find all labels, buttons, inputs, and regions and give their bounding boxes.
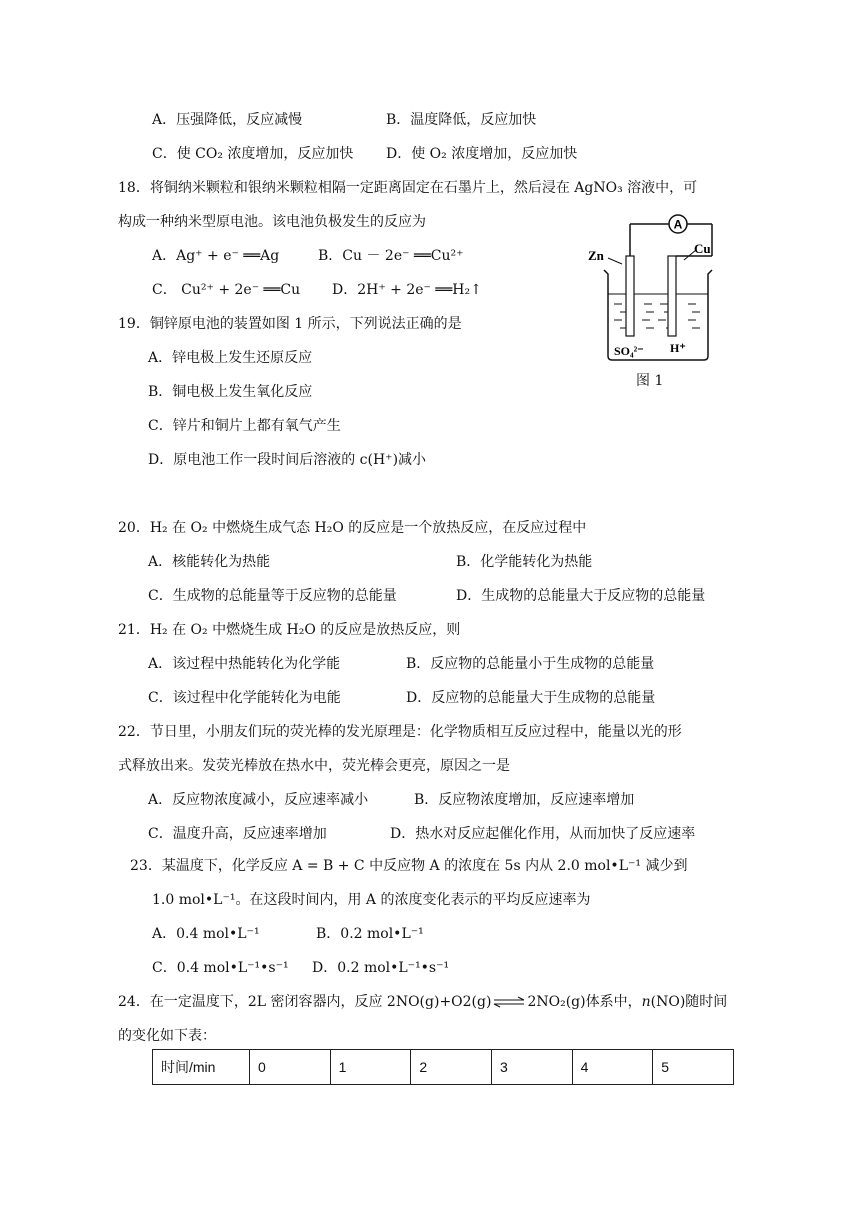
q23-stem-line1: 23．某温度下，化学反应 A = B + C 中反应物 A 的浓度在 5s 内从 2.0 mol•L⁻¹ 减少到 bbox=[130, 858, 688, 874]
q21-option-b: B．反应物的总能量小于生成物的总能量 bbox=[406, 656, 655, 672]
q22-stem-line2: 式释放出来。发荧光棒放在热水中，荧光棒会更亮，原因之一是 bbox=[118, 758, 510, 774]
q22-stem-line1: 22．节日里，小朋友们玩的荧光棒的发光原理是：化学物质相互反应过程中，能量以光的形 bbox=[118, 724, 682, 740]
q24-stem-n: n bbox=[641, 994, 651, 1010]
q20-option-d: D．生成物的总能量大于反应物的总能量 bbox=[456, 588, 706, 604]
q21-option-a: A．该过程中热能转化为化学能 bbox=[148, 656, 341, 672]
q23-option-a: A．0.4 mol•L⁻¹ bbox=[152, 926, 260, 942]
q18-stem-line1: 18．将铜纳米颗粒和银纳米颗粒相隔一定距离固定在石墨片上，然后浸在 AgNO₃ 溶液中，可 bbox=[118, 180, 698, 196]
q22-option-a: A．反应物浓度减小，反应速率减小 bbox=[148, 792, 369, 808]
q21-option-c: C．该过程中化学能转化为电能 bbox=[148, 690, 341, 706]
ammeter-label: A bbox=[673, 217, 683, 232]
sulfate-ion-label: SO₄²⁻ bbox=[614, 344, 644, 358]
table-cell: 1 bbox=[330, 1050, 411, 1085]
table-cell: 2 bbox=[411, 1050, 492, 1085]
q24-stem-line1 bbox=[118, 992, 727, 1012]
copper-electrode bbox=[668, 256, 676, 336]
q24-stem-part1: 24．在一定温度下，2L 密闭容器内，反应 2NO(g)+O2(g) bbox=[118, 994, 492, 1010]
q18-stem-line2: 构成一种纳米型原电池。该电池负极发生的反应为 bbox=[118, 214, 426, 230]
no-time-table bbox=[152, 1049, 734, 1085]
q19-stem: 19．铜锌原电池的装置如图 1 所示，下列说法正确的是 bbox=[118, 316, 462, 332]
table-header-cell: 时间/min bbox=[153, 1050, 250, 1085]
q23-option-d: D．0.2 mol•L⁻¹•s⁻¹ bbox=[312, 960, 450, 976]
table-cell: 0 bbox=[250, 1050, 331, 1085]
hydrogen-ion-label: H⁺ bbox=[670, 341, 686, 355]
table-cell: 5 bbox=[653, 1050, 734, 1085]
q18-option-d: D．2H⁺ + 2e⁻ ══H₂↑ bbox=[332, 282, 482, 298]
q22-option-c: C．温度升高，反应速率增加 bbox=[148, 826, 327, 842]
q19-option-a: A．锌电极上发生还原反应 bbox=[148, 350, 313, 366]
q20-option-b: B．化学能转化为热能 bbox=[456, 554, 593, 570]
galvanic-cell-diagram bbox=[584, 208, 724, 368]
q18-option-b: B．Cu － 2e⁻ ══Cu²⁺ bbox=[318, 248, 464, 264]
q23-option-c: C．0.4 mol•L⁻¹•s⁻¹ bbox=[152, 960, 289, 976]
q24-stem-part2: 2NO₂(g)体系中， bbox=[527, 994, 642, 1010]
table-cell: 3 bbox=[491, 1050, 572, 1085]
q24-stem-line2: 的变化如下表： bbox=[118, 1028, 216, 1044]
table-cell: 4 bbox=[572, 1050, 653, 1085]
q22-option-d: D．热水对反应起催化作用，从而加快了反应速率 bbox=[390, 826, 696, 842]
q19-option-c: C．锌片和铜片上都有氧气产生 bbox=[148, 418, 341, 434]
q17-option-c: C．使 CO₂ 浓度增加，反应加快 bbox=[152, 146, 354, 162]
q18-option-c: C． Cu²⁺ + 2e⁻ ══Cu bbox=[152, 282, 301, 298]
copper-label: Cu bbox=[694, 241, 711, 256]
q17-option-b: B．温度降低，反应加快 bbox=[386, 112, 537, 128]
q18-option-a: A．Ag⁺ + e⁻ ══Ag bbox=[152, 248, 280, 264]
q20-stem: 20．H₂ 在 O₂ 中燃烧生成气态 H₂O 的反应是一个放热反应，在反应过程中 bbox=[118, 520, 587, 536]
q22-option-b: B．反应物浓度增加，反应速率增加 bbox=[414, 792, 635, 808]
reversible-arrow-icon bbox=[493, 996, 525, 1008]
q20-option-a: A．核能转化为热能 bbox=[148, 554, 271, 570]
zinc-electrode bbox=[626, 256, 634, 336]
zinc-label: Zn bbox=[588, 248, 604, 263]
q21-option-d: D．反应物的总能量大于生成物的总能量 bbox=[406, 690, 656, 706]
q20-option-c: C．生成物的总能量等于反应物的总能量 bbox=[148, 588, 397, 604]
q24-stem-part3: (NO)随时间 bbox=[650, 994, 728, 1010]
q17-option-d: D．使 O₂ 浓度增加，反应加快 bbox=[386, 146, 578, 162]
table-row bbox=[153, 1050, 734, 1085]
q17-option-a: A．压强降低，反应减慢 bbox=[152, 112, 303, 128]
q23-option-b: B．0.2 mol•L⁻¹ bbox=[316, 926, 424, 942]
q19-option-d: D．原电池工作一段时间后溶液的 c(H⁺)减小 bbox=[148, 452, 427, 468]
figure-caption: 图 1 bbox=[636, 373, 664, 389]
q19-option-b: B．铜电极上发生氧化反应 bbox=[148, 384, 313, 400]
q21-stem: 21．H₂ 在 O₂ 中燃烧生成 H₂O 的反应是放热反应，则 bbox=[118, 622, 461, 638]
q23-stem-line2: 1.0 mol•L⁻¹。在这段时间内，用 A 的浓度变化表示的平均反应速率为 bbox=[152, 892, 591, 908]
